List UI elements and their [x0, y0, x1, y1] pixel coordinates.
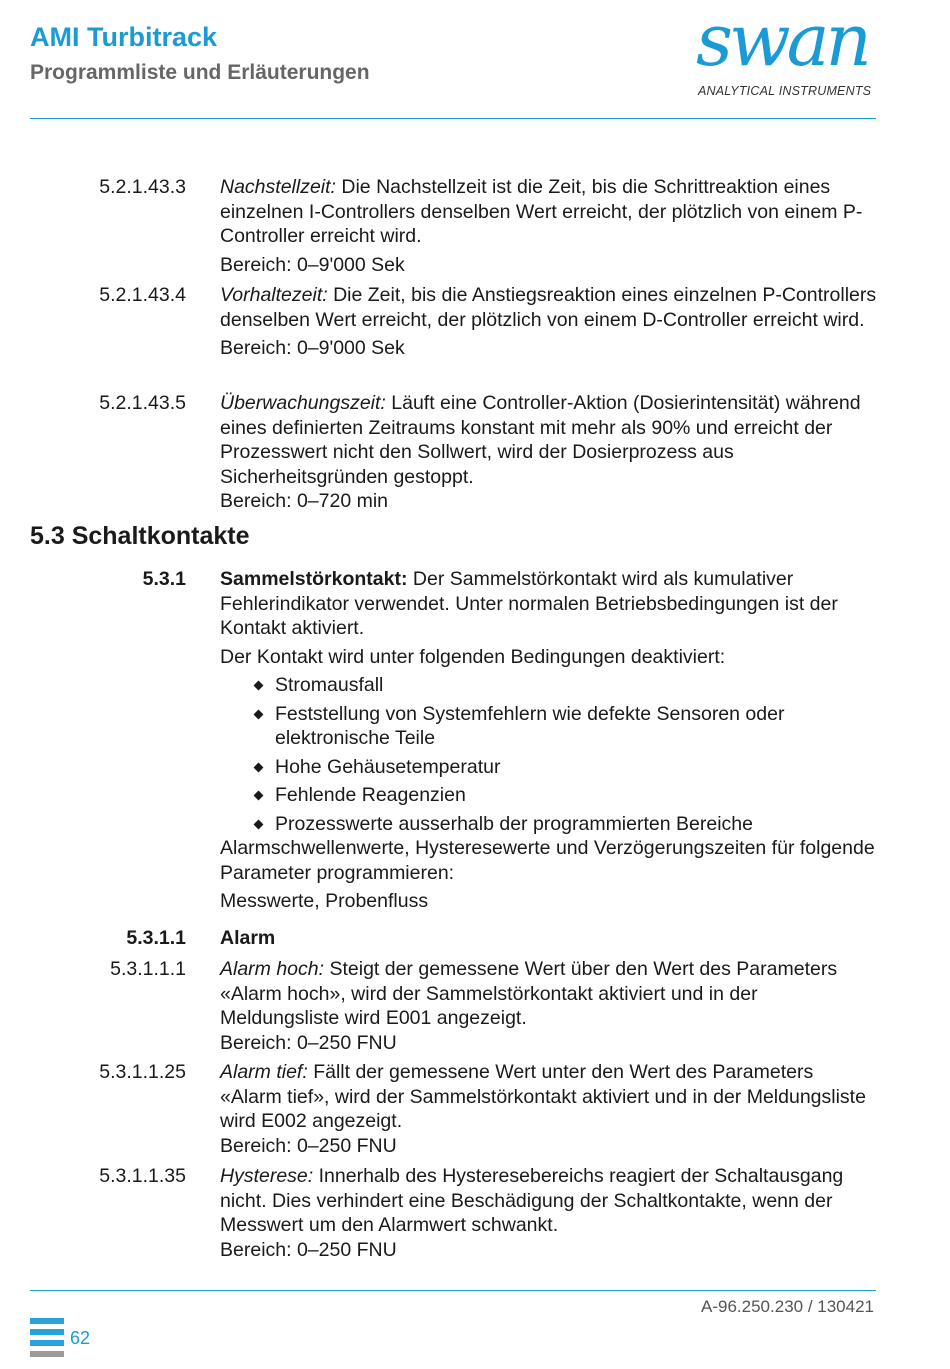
- footer-rule: [30, 1290, 876, 1291]
- entry-range: Bereich: 0–720 min: [220, 490, 389, 512]
- entry-after: Alarmschwellenwerte, Hysteresewerte und Verzögerungszeiten für folgende Parameter programmieren:: [220, 837, 875, 884]
- entry-body: [220, 567, 880, 914]
- list-item-text: Hohe Gehäusetemperatur: [275, 755, 501, 778]
- entry-body: [220, 391, 880, 514]
- entry-number: 5.3.1.1.1: [110, 958, 186, 980]
- entry-number: 5.3.1.1.35: [99, 1165, 186, 1187]
- header-rule: [30, 118, 876, 119]
- entry-number: 5.2.1.43.3: [99, 176, 186, 198]
- entry-body: [220, 1060, 880, 1158]
- list-item: [220, 812, 880, 837]
- entry-number: 5.3.1: [142, 568, 186, 590]
- entry-body: [220, 957, 880, 1055]
- entry-term: Alarm hoch:: [220, 958, 325, 980]
- document-subtitle: Programmliste und Erläuterungen: [30, 61, 370, 84]
- entry-range: Bereich: 0–9'000 Sek: [220, 337, 405, 359]
- list-item-text: Prozesswerte ausserhalb der programmierten Bereiche: [275, 812, 753, 835]
- entry-term: Hysterese:: [220, 1165, 314, 1187]
- condition-list: [220, 673, 880, 836]
- entry-body: [220, 1164, 880, 1262]
- list-item-text: Stromausfall: [275, 674, 384, 696]
- diamond-bullet-icon: [254, 762, 264, 772]
- entry-text: Die Zeit, bis die Anstiegsreaktion eines einzelnen P-Controllers denselben Wert erreicht, der plötzlich von einem D-Controller erreicht wird.: [220, 284, 877, 331]
- diamond-bullet-icon: [254, 791, 264, 801]
- entry-intro: Der Kontakt wird unter folgenden Bedingungen deaktiviert:: [220, 645, 726, 668]
- footer-bars-icon: [30, 1318, 64, 1362]
- diamond-bullet-icon: [254, 709, 264, 719]
- entry-number: 5.3.1.1.25: [99, 1061, 186, 1083]
- page-number: 62: [70, 1328, 91, 1348]
- entry-range: Bereich: 0–250 FNU: [220, 1031, 397, 1054]
- entry-range: Bereich: 0–250 FNU: [220, 1134, 397, 1157]
- diamond-bullet-icon: [254, 819, 264, 829]
- entry-number: 5.3.1.1: [126, 927, 186, 949]
- logo-tagline: ANALYTICAL INSTRUMENTS: [698, 84, 872, 98]
- list-item: [220, 783, 880, 808]
- entry-text: Innerhalb des Hysteresebereichs reagiert der Schaltausgang nicht. Dies verhindert eine Beschädigung der Schaltkontakte, wenn der Messwert um den Alarmwert schwankt.: [220, 1165, 844, 1236]
- entry-params: Messwerte, Probenfluss: [220, 890, 429, 912]
- list-item-text: Fehlende Reagenzien: [275, 784, 466, 806]
- entry-term: Nachstellzeit:: [220, 176, 336, 198]
- swan-logo: [690, 0, 890, 104]
- entry-text: Die Nachstellzeit ist die Zeit, bis die Schrittreaktion eines einzelnen I-Controllers denselben Wert erreicht, der plötzlich von einem P-Controller erreicht wird.: [220, 176, 863, 247]
- logo-wordmark: swan: [696, 0, 868, 82]
- entry-text: Der Sammelstörkontakt wird als kumulativer Fehlerindikator verwendet. Unter normalen Betriebsbedingungen ist der Kontakt aktiviert.: [220, 568, 838, 639]
- entry-body: [220, 283, 880, 361]
- entry-term: Sammelstörkontakt:: [220, 568, 408, 590]
- entry-term: Vorhaltezeit:: [220, 284, 328, 306]
- entry-range: Bereich: 0–9'000 Sek: [220, 253, 405, 276]
- entry-number: 5.2.1.43.4: [99, 284, 186, 306]
- list-item-text: Feststellung von Systemfehlern wie defekte Sensoren oder elektronische Teile: [275, 702, 785, 749]
- entry-number: 5.2.1.43.5: [99, 392, 186, 414]
- entry-text: Läuft eine Controller-Aktion (Dosierintensität) während eines definierten Zeitraums konstant mit mehr als 90% und erreicht der Prozesswert nicht den Sollwert, wird der Dosierprozess aus Sicherheitsgründen gestoppt.: [220, 392, 861, 488]
- entry-title: Alarm: [220, 927, 276, 949]
- entry-text: Steigt der gemessene Wert über den Wert des Parameters «Alarm hoch», wird der Sammelstörkontakt aktiviert und in der Meldungsliste wird E001 angezeigt.: [220, 958, 838, 1029]
- entry-term: Überwachungszeit:: [220, 392, 386, 414]
- entry-range: Bereich: 0–250 FNU: [220, 1238, 397, 1261]
- list-item: [220, 702, 880, 751]
- document-reference: A-96.250.230 / 130421: [701, 1297, 874, 1316]
- list-item: [220, 673, 880, 698]
- entry-text: Fällt der gemessene Wert unter den Wert des Parameters «Alarm tief», wird der Sammelstörkontakt aktiviert und in der Meldungsliste wird E002 angezeigt.: [220, 1061, 866, 1132]
- section-heading: 5.3 Schaltkontakte: [30, 522, 250, 550]
- list-item: [220, 755, 880, 780]
- entry-term: Alarm tief:: [220, 1061, 308, 1083]
- entry-body: [220, 175, 880, 277]
- document-title: AMI Turbitrack: [30, 22, 218, 52]
- diamond-bullet-icon: [254, 681, 264, 691]
